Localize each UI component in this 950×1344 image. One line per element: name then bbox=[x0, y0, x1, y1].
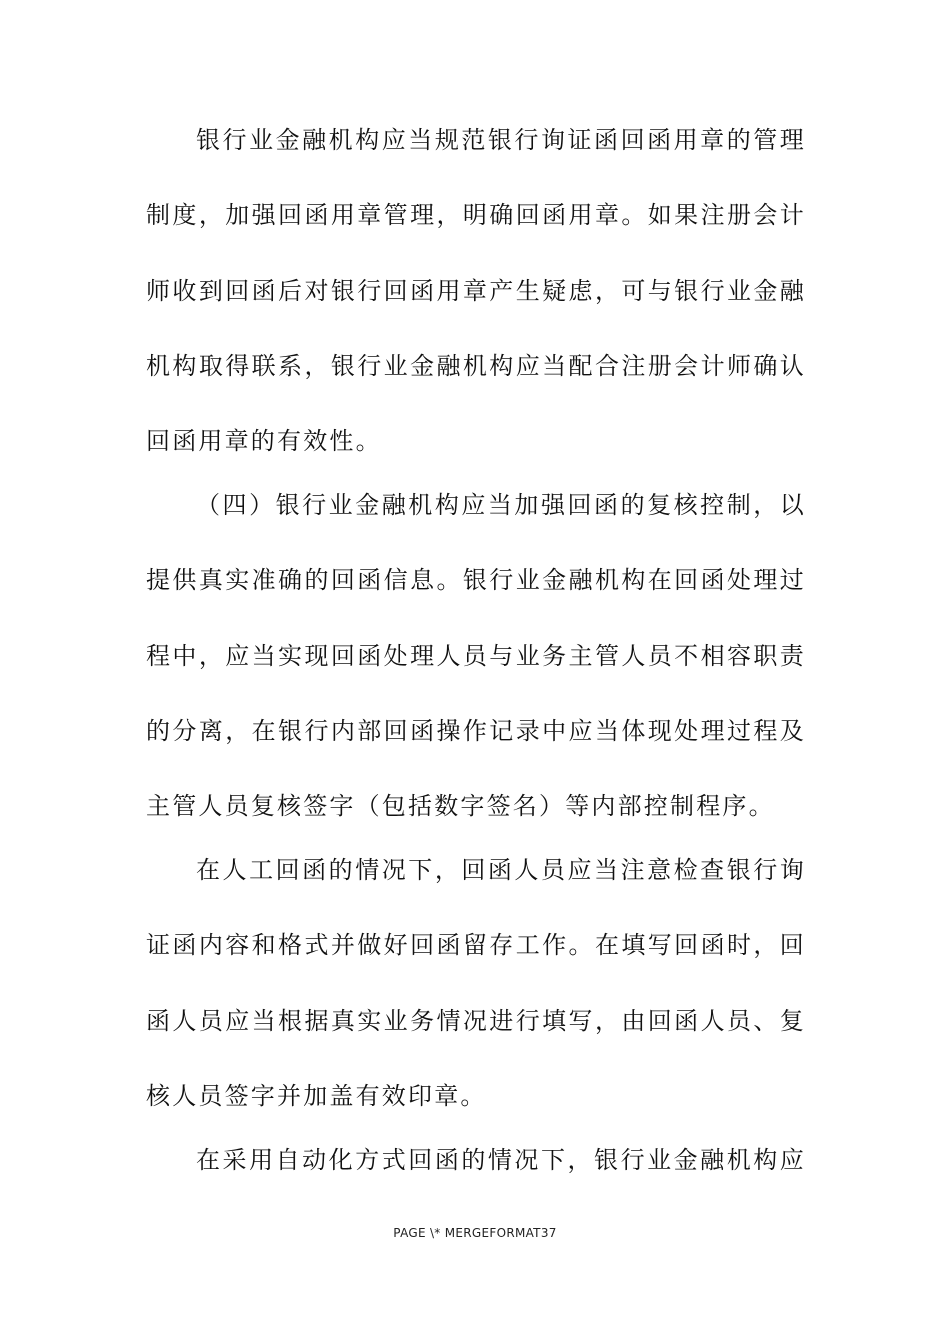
text-line: 的分离，在银行内部回函操作记录中应当体现处理过程及 bbox=[146, 717, 806, 745]
text-line: 函人员应当根据真实业务情况进行填写，由回函人员、复 bbox=[146, 1007, 806, 1035]
text-line: 程中，应当实现回函处理人员与业务主管人员不相容职责 bbox=[146, 642, 806, 670]
text-line: 回函用章的有效性。 bbox=[146, 427, 382, 455]
text-line: 在人工回函的情况下，回函人员应当注意检查银行询 bbox=[196, 856, 806, 884]
text-line: 主管人员复核签字（包括数字签名）等内部控制程序。 bbox=[146, 792, 775, 820]
text-line: 核人员签字并加盖有效印章。 bbox=[146, 1082, 487, 1110]
text-line: 证函内容和格式并做好回函留存工作。在填写回函时，回 bbox=[146, 931, 806, 959]
text-line: 机构取得联系，银行业金融机构应当配合注册会计师确认 bbox=[146, 352, 806, 380]
text-line: 提供真实准确的回函信息。银行业金融机构在回函处理过 bbox=[146, 566, 806, 594]
text-line: 师收到回函后对银行回函用章产生疑虑，可与银行业金融 bbox=[146, 277, 806, 305]
text-line: 在采用自动化方式回函的情况下，银行业金融机构应 bbox=[196, 1146, 806, 1174]
text-line: 银行业金融机构应当规范银行询证函回函用章的管理 bbox=[196, 126, 806, 154]
text-line: （四）银行业金融机构应当加强回函的复核控制，以 bbox=[196, 491, 806, 519]
page-footer: PAGE \* MERGEFORMAT37 bbox=[393, 1226, 557, 1240]
text-line: 制度，加强回函用章管理，明确回函用章。如果注册会计 bbox=[146, 201, 806, 229]
